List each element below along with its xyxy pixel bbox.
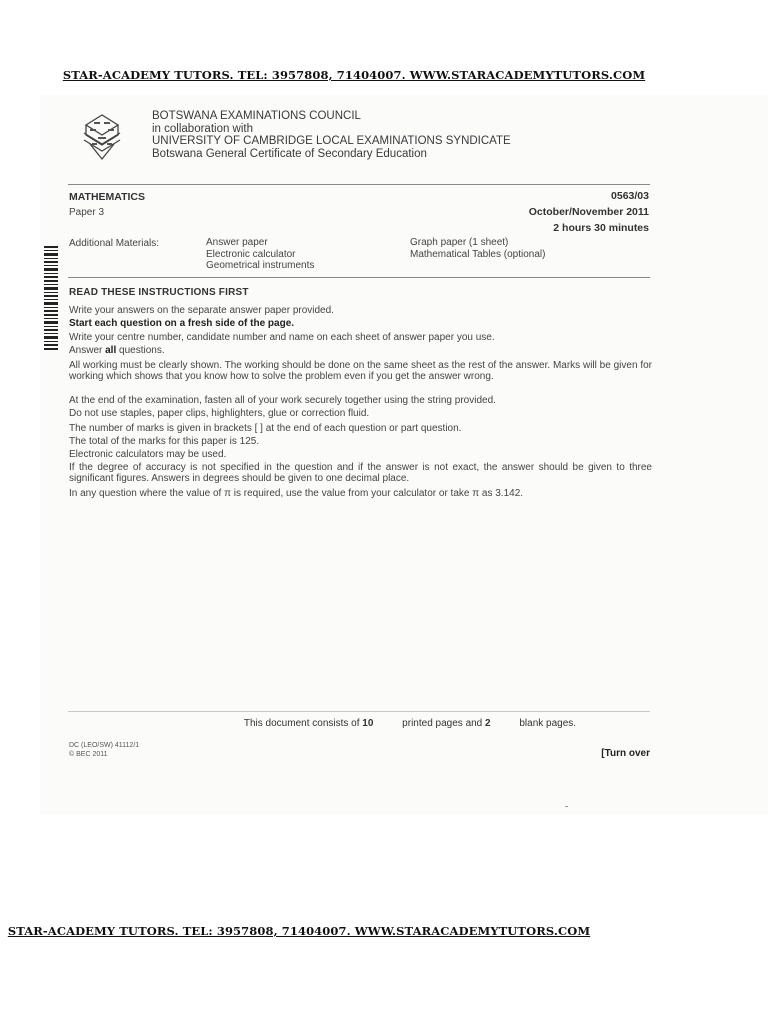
instruction-bold: Start each question on a fresh side of the page.	[69, 318, 295, 329]
council-line: in collaboration with	[152, 122, 254, 135]
material-item: Mathematical Tables (optional)	[410, 248, 546, 260]
council-line: UNIVERSITY OF CAMBRIDGE LOCAL EXAMINATIONS SYNDICATE	[152, 135, 511, 147]
material-item: Answer paper	[206, 237, 268, 248]
instruction-item	[69, 346, 652, 357]
paper-code: 0563/03	[611, 190, 649, 202]
instruction-text: Answer	[69, 345, 106, 356]
council-line: Botswana General Certificate of Secondary Education	[152, 147, 427, 160]
divider	[68, 184, 650, 185]
barcode-icon	[44, 246, 58, 350]
material-item: Electronic calculator	[206, 248, 296, 260]
note-text: blank pages.	[516, 718, 577, 729]
printed-pages: 10	[362, 718, 374, 729]
note-text: This document consists of	[243, 718, 363, 729]
dc-line: DC (LEO/SW) 41112/1	[69, 742, 140, 749]
subject-title: MATHEMATICS	[69, 191, 146, 203]
instruction-item: Electronic calculators may be used.	[69, 449, 227, 460]
paper-number: Paper 3	[69, 207, 105, 218]
copyright-line: © BEC 2011	[69, 750, 108, 758]
exam-session: October/November 2011	[528, 206, 649, 218]
divider	[68, 277, 650, 278]
blank-pages: 2	[485, 718, 491, 729]
instruction-bold: all	[105, 345, 117, 356]
instruction-item: The total of the marks for this paper is 125.	[69, 436, 260, 447]
note-text: printed pages and	[399, 718, 486, 729]
instruction-item: At the end of the examination, fasten all of your work securely together using the string provided.	[69, 395, 496, 406]
instruction-item: If the degree of accuracy is not specified in the question and if the answer is not exact, the answer should be given to three significant figures. Answers in degrees should be given to one decimal place.	[69, 462, 652, 484]
material-item: Graph paper (1 sheet)	[410, 237, 509, 248]
council-logo-icon	[80, 113, 124, 161]
instruction-item: All working must be clearly shown. The working should be done on the same sheet as the rest of the answer. Marks will be given for working which shows that you know how to solve the problem even if you get the answer wrong.	[69, 360, 652, 382]
instruction-item: The number of marks is given in brackets [ ] at the end of each question or part question.	[69, 423, 462, 434]
material-item: Geometrical instruments	[206, 260, 315, 271]
materials-list-2	[410, 237, 545, 260]
scan-speck	[565, 806, 568, 807]
instruction-text: questions.	[116, 345, 165, 356]
instruction-item: Do not use staples, paper clips, highlighters, glue or correction fluid.	[69, 408, 370, 419]
instruction-item: In any question where the value of π is required, use the value from your calculator or take π as 3.142.	[69, 488, 524, 499]
materials-label: Additional Materials:	[69, 238, 160, 249]
instructions-heading: READ THESE INSTRUCTIONS FIRST	[69, 287, 249, 298]
banner-top: STAR-ACADEMY TUTORS. TEL: 3957808, 71404007. WWW.STARACADEMYTUTORS.COM	[62, 68, 646, 82]
instruction-item	[69, 319, 652, 330]
turn-over-label: [Turn over	[601, 748, 650, 759]
exam-duration: 2 hours 30 minutes	[553, 222, 649, 234]
materials-list-1	[206, 237, 314, 272]
page-count-note	[0, 718, 768, 729]
document-code	[69, 742, 139, 759]
divider	[68, 711, 650, 712]
council-line: BOTSWANA EXAMINATIONS COUNCIL	[152, 110, 361, 122]
instruction-item: Write your answers on the separate answer paper provided.	[69, 305, 334, 316]
council-heading	[152, 110, 511, 160]
instruction-item: Write your centre number, candidate number and name on each sheet of answer paper you use.	[69, 332, 495, 343]
banner-bottom: STAR-ACADEMY TUTORS. TEL: 3957808, 71404007. WWW.STARACADEMYTUTORS.COM	[7, 924, 591, 938]
